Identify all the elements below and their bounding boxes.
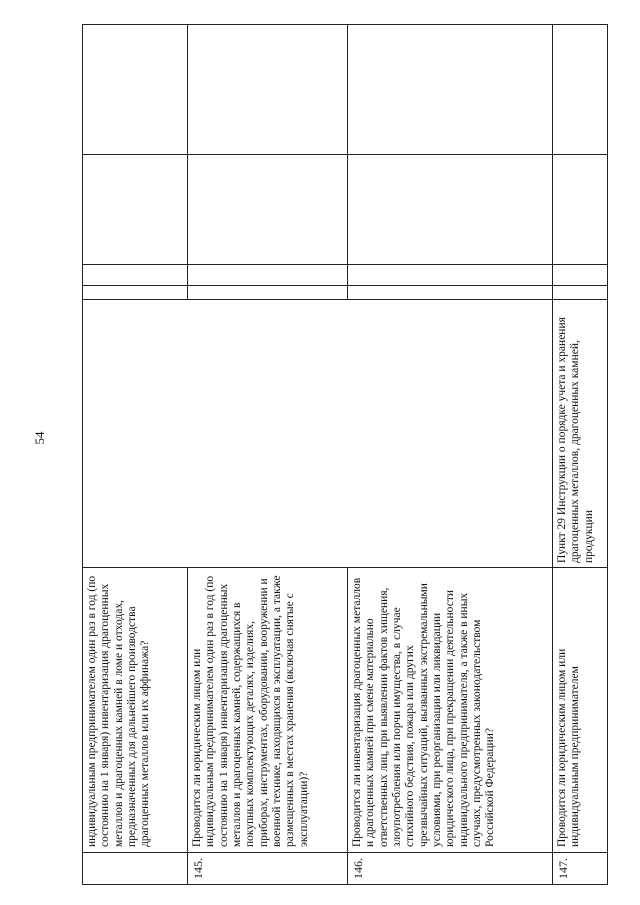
table-row <box>83 25 188 885</box>
rotated-page-content <box>82 25 607 885</box>
table-row <box>553 25 608 885</box>
empty-cell <box>348 155 553 265</box>
empty-cell <box>188 286 348 300</box>
empty-cell <box>188 25 348 155</box>
empty-cell <box>348 286 553 300</box>
empty-cell <box>553 286 608 300</box>
question-cell: Проводится ли юридическим лицом или индивидуальным предпринимателем один раз в год (по состоянию на 1 января) инвентаризация драгоценных металлов и драгоценных камней, содержащихся в покупных комплектующих деталях, изделиях, приборах, инструментах, оборудовании, вооружении и военной технике, находящихся в эксплуатации, а также размещенных в местах хранения (включая снятые с эксплуатации)? <box>188 568 348 853</box>
page-number: 54 <box>32 431 47 445</box>
empty-cell <box>553 155 608 265</box>
empty-cell <box>83 155 188 265</box>
row-number: 147. <box>553 853 608 885</box>
empty-cell <box>348 265 553 286</box>
question-cell: Проводится ли инвентаризация драгоценных металлов и драгоценных камней при смене материально ответственных лиц, при выявлении фактов хищения, злоупотребления или порчи имущества, в случае стихийного бедствия, пожара или других чрезвычайных ситуаций, вызванных экстремальными условиями, при реорганизации или ликвидации юридического лица, при прекращении деятельности индивидуального предпринимателя, а также в иных случаях, предусмотренных законодательством Российской Федерации? <box>348 568 553 853</box>
empty-cell <box>83 265 188 286</box>
empty-cell <box>348 25 553 155</box>
row-number: 145. <box>188 853 348 885</box>
empty-cell <box>188 155 348 265</box>
empty-cell <box>188 265 348 286</box>
empty-cell <box>83 286 188 300</box>
checklist-table <box>82 24 608 885</box>
row-number <box>83 853 188 885</box>
empty-cell <box>553 25 608 155</box>
reference-cell <box>83 300 553 568</box>
reference-cell: Пункт 29 Инструкции о порядке учета и хранения драгоценных металлов, драгоценных камней, продукции <box>553 300 608 568</box>
empty-cell <box>83 25 188 155</box>
question-cell: Проводится ли юридическим лицом или индивидуальным предпринимателем <box>553 568 608 853</box>
empty-cell <box>553 265 608 286</box>
question-cell: индивидуальным предпринимателем один раз в год (по состоянию на 1 января) инвентаризация драгоценных металлов и драгоценных камней в ломе и отходах, предназначенных для дальнейшего производства драгоценных металлов или их аффинажа? <box>83 568 188 853</box>
row-number: 146. <box>348 853 553 885</box>
